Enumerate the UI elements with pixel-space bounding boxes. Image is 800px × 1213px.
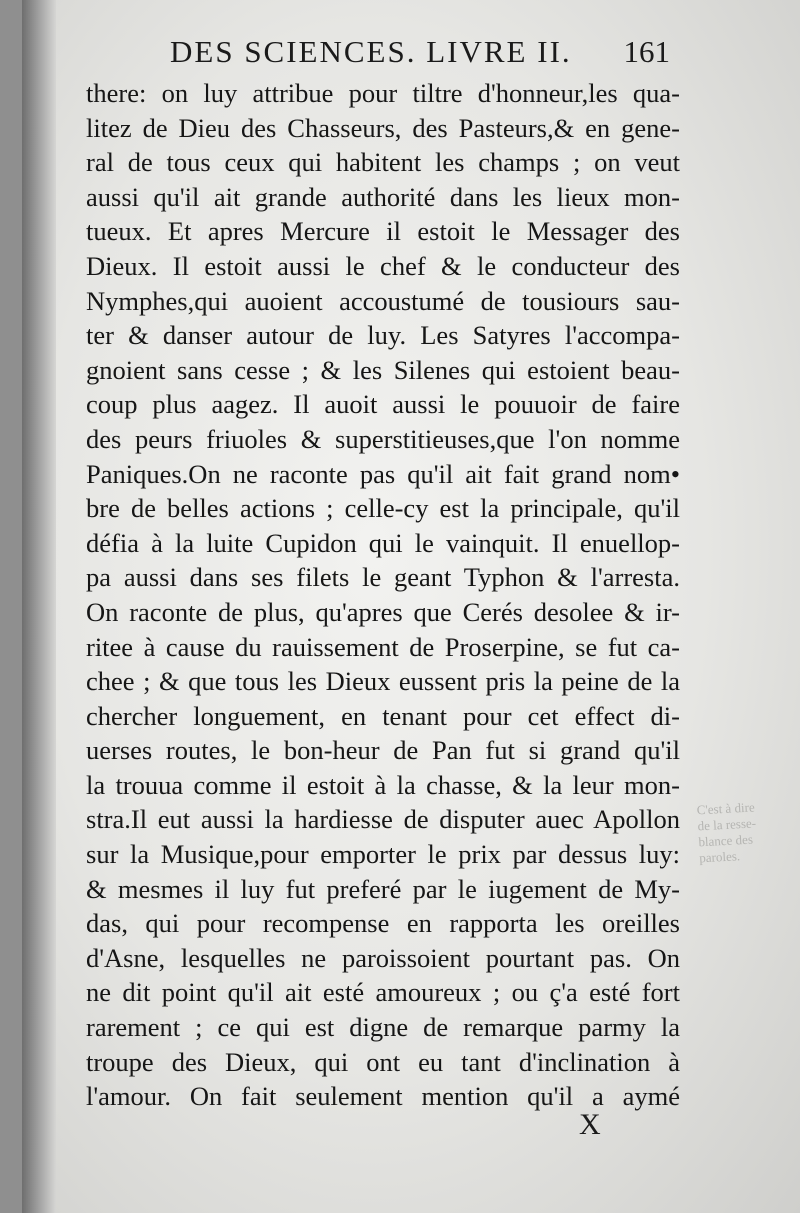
marginal-note-line: de la resse- [697, 815, 757, 834]
running-title: DES SCIENCES. LIVRE II. [170, 34, 572, 69]
text-line: there: on luy attribue pour tiltre d'honneur,les qua- [86, 78, 680, 108]
text-line: coup plus aagez. Il auoit aussi le pouuoir de faire [86, 389, 680, 420]
text-line: Paniques.On ne raconte pas qu'il ait fait grand nom• [86, 458, 680, 489]
signature-mark: X [579, 1108, 601, 1141]
marginal-note-line: C'est à dire [696, 799, 756, 818]
text-line: litez de Dieu des Chasseurs, des Pasteurs,& en gene- [86, 112, 680, 143]
text-line: défia à la luite Cupidon qui le vainquit. Il enuellop- [86, 527, 680, 558]
marginal-note-line: paroles. [698, 848, 741, 866]
text-line: d'Asne, lesquelles ne paroissoient pourtant pas. On [86, 942, 680, 973]
text-line: tueux. Et apres Mercure il estoit le Messager des [86, 216, 680, 247]
text-line: chercher longuement, en tenant pour cet effect di- [86, 700, 680, 731]
text-line: ritee à cause du rauissement de Proserpine, se fut ca- [86, 631, 680, 662]
text-line: ral de tous ceux qui habitent les champs ; on veut [86, 147, 680, 178]
text-line: Nymphes,qui auoient accoustumé de tousiours sau- [86, 285, 680, 316]
text-line: & mesmes il luy fut preferé par le iugement de My- [86, 873, 680, 904]
text-line: pa aussi dans ses filets le geant Typhon & l'arresta. [86, 562, 680, 593]
text-line: uerses routes, le bon-heur de Pan fut si grand qu'il [86, 735, 680, 766]
text-line: rarement ; ce qui est digne de remarque parmy la [86, 1012, 680, 1043]
text-line: des peurs friuoles & superstitieuses,que l'on nomme [86, 423, 680, 454]
text-line: troupe des Dieux, qui ont eu tant d'inclination à [86, 1046, 680, 1077]
body-text [86, 76, 680, 1114]
text-line: l'amour. On fait seulement mention qu'il a aymé [86, 1081, 680, 1112]
page-number: 161 [623, 34, 670, 69]
text-line: Dieux. Il estoit aussi le chef & le conducteur des [86, 250, 680, 281]
running-header [170, 34, 670, 74]
text-line: ne dit point qu'il ait esté amoureux ; ou ç'a esté fort [86, 977, 680, 1008]
text-line: sur la Musique,pour emporter le prix par dessus luy: [86, 839, 680, 870]
text-line: stra.Il eut aussi la hardiesse de disputer auec Apollon [86, 804, 680, 835]
text-line: bre de belles actions ; celle-cy est la principale, qu'il [86, 493, 680, 524]
text-line: la trouua comme il estoit à la chasse, & la leur mon- [86, 769, 680, 800]
text-line: chee ; & que tous les Dieux eussent pris la peine de la [86, 666, 680, 697]
text-line: aussi qu'il ait grande authorité dans les lieux mon- [86, 181, 680, 212]
marginal-note-line: blance des [698, 831, 754, 850]
marginal-note [696, 798, 791, 867]
text-line: ter & danser autour de luy. Les Satyres l'accompa- [86, 320, 680, 351]
text-line: On raconte de plus, qu'apres que Cerés desolee & ir- [86, 596, 680, 627]
book-gutter-shadow [22, 0, 56, 1213]
text-line: gnoient sans cesse ; & les Silenes qui estoient beau- [86, 354, 680, 385]
text-line: das, qui pour recompense en rapporta les oreilles [86, 908, 680, 939]
